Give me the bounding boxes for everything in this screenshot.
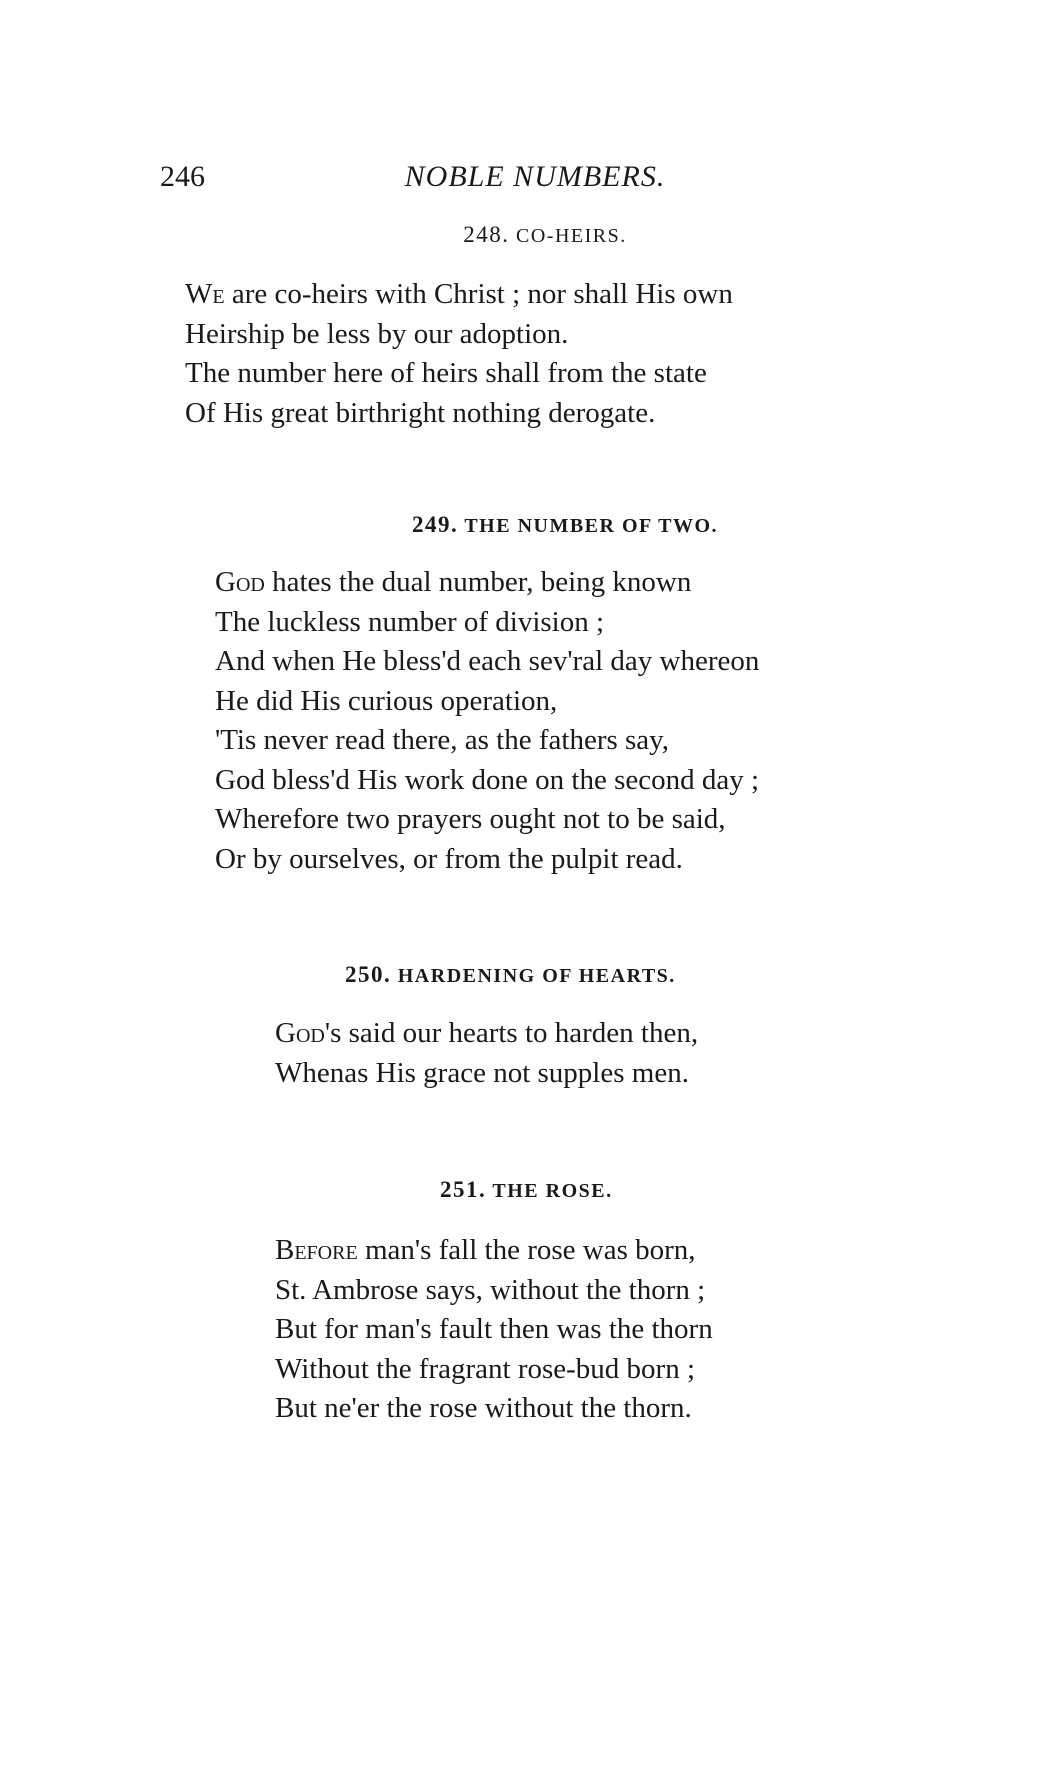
poem-title — [275, 1177, 875, 1203]
poem-lines — [275, 1014, 875, 1093]
line-text: hates the dual number, being known — [264, 566, 692, 598]
poem-line — [275, 1231, 875, 1271]
poem-number: 251. — [440, 1177, 487, 1202]
poem-line: Without the fragrant rose-bud born ; — [275, 1352, 696, 1385]
poem-line: 'Tis never read there, as the fathers say, — [215, 724, 670, 756]
poem-title — [215, 512, 915, 538]
poem-lines — [215, 563, 915, 879]
drop-word: God — [275, 1017, 325, 1049]
poem-title — [185, 222, 885, 248]
poem-line: Wherefore two prayers ought not to be said, — [215, 803, 726, 835]
poem-line: St. Ambrose says, without the thorn ; — [275, 1273, 706, 1306]
poem-title-text: CO-HEIRS. — [516, 225, 627, 247]
poem-lines — [275, 1231, 875, 1429]
poem-line: The luckless number of division ; — [215, 605, 605, 638]
poem-line: God bless'd His work done on the second day ; — [215, 763, 760, 796]
line-text: man's fall the rose was born, — [357, 1234, 696, 1266]
poem-line: And when He bless'd each sev'ral day whereon — [215, 645, 760, 677]
drop-word: Before — [275, 1234, 358, 1266]
poem-lines — [185, 275, 885, 433]
drop-word: God — [215, 566, 265, 598]
poem-the-rose — [275, 1177, 875, 1429]
poem-line: Or by ourselves, or from the pulpit read. — [215, 842, 683, 875]
poem-line: He did His curious operation, — [215, 684, 558, 717]
poem-line — [275, 1014, 875, 1054]
poem-number: 248. — [463, 222, 510, 247]
poem-line: But for man's fault then was the thorn — [275, 1313, 713, 1345]
poem-line — [185, 275, 885, 315]
line-text: are co-heirs with Christ ; nor shall His own — [224, 278, 733, 310]
poem-number-of-two — [215, 512, 915, 879]
poem-title-text: THE ROSE. — [492, 1180, 613, 1202]
poem-line: But ne'er the rose without the thorn. — [275, 1392, 692, 1424]
poem-line — [215, 563, 915, 603]
poem-title — [275, 962, 875, 988]
drop-word: We — [185, 278, 225, 310]
poem-line: Whenas His grace not supples men. — [275, 1056, 689, 1089]
poem-number: 249. — [411, 512, 459, 537]
poem-co-heirs — [185, 222, 885, 433]
poem-hardening-of-hearts — [275, 962, 875, 1093]
poem-line: Heirship be less by our adoption. — [185, 317, 569, 350]
poem-line: Of His great birthright nothing derogate. — [185, 396, 656, 429]
running-head: NOBLE NUMBERS. — [404, 160, 666, 193]
page-number: 246 — [160, 160, 205, 193]
line-text: 's said our hearts to harden then, — [324, 1017, 699, 1049]
poem-title-text: HARDENING OF HEARTS. — [397, 965, 676, 987]
poem-title-text: THE NUMBER OF TWO. — [464, 515, 719, 537]
poem-line: The number here of heirs shall from the state — [185, 357, 707, 389]
poem-number: 250. — [345, 962, 392, 987]
